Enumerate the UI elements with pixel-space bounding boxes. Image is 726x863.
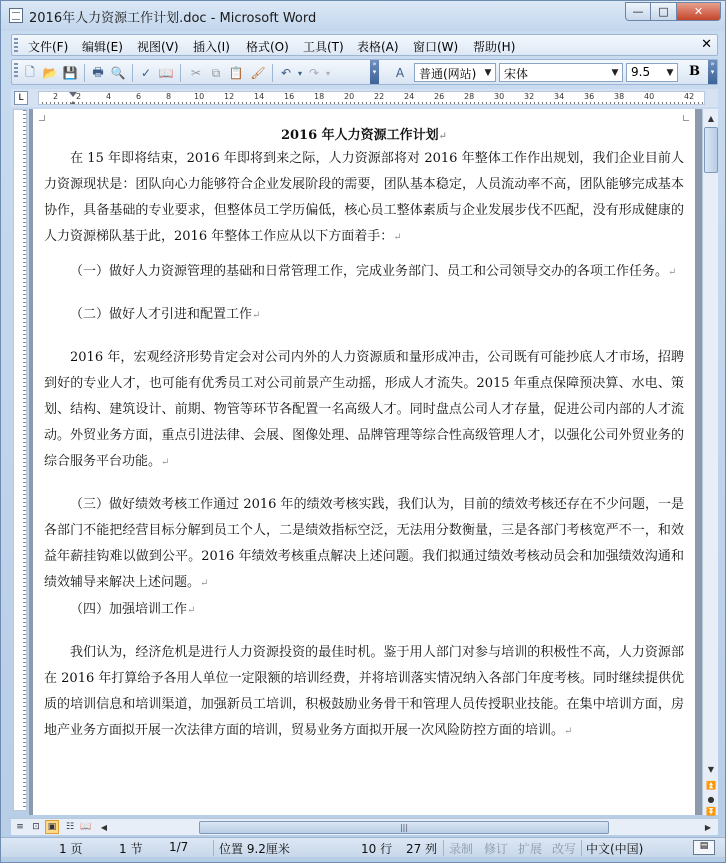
print-preview-icon[interactable]: 🔍 — [110, 66, 126, 80]
undo-dropdown-icon[interactable]: ▾ — [297, 68, 302, 78]
formatting-toolbar — [11, 59, 718, 85]
status-column: 27 列 — [406, 842, 438, 856]
menu-insert[interactable]: 插入(I) — [193, 40, 230, 54]
paragraph — [44, 492, 684, 597]
toolbar-separator — [180, 64, 181, 82]
styles-icon[interactable]: A — [395, 66, 405, 80]
ruler-number: 22 — [374, 92, 385, 101]
window-controls — [625, 2, 721, 21]
status-extend[interactable]: 扩展 — [518, 842, 543, 856]
toolbar-options-icon[interactable]: » ▾ — [708, 60, 717, 84]
paragraph-mark: ↵ — [187, 605, 196, 616]
ruler-number: 4 — [106, 92, 112, 101]
vertical-ruler[interactable] — [13, 109, 27, 811]
ruler-number: 42 — [684, 92, 695, 101]
menu-file[interactable]: 文件(F) — [28, 40, 69, 54]
scroll-down-icon[interactable]: ▼ — [707, 764, 715, 774]
copy-icon[interactable]: ⧉ — [211, 65, 221, 80]
paragraph — [44, 640, 684, 745]
status-record[interactable]: 录制 — [449, 842, 474, 856]
paragraph — [44, 146, 684, 251]
status-page-of: 1/7 — [169, 840, 189, 854]
document-close-button[interactable]: ✕ — [701, 37, 712, 52]
paragraph-mark: ↵ — [668, 267, 677, 278]
paragraph-text: （二）做好人才引进和配置工作 — [70, 307, 253, 322]
ruler-number: 20 — [344, 92, 355, 101]
scroll-left-icon[interactable]: ◀ — [100, 822, 108, 832]
document-icon — [9, 8, 23, 23]
ruler-number: 30 — [494, 92, 505, 101]
cut-icon[interactable]: ✂ — [190, 66, 202, 80]
ruler-number: 34 — [554, 92, 565, 101]
ruler-number: 8 — [166, 92, 172, 101]
ruler-number: 10 — [194, 92, 205, 101]
ruler-number: 36 — [584, 92, 595, 101]
new-icon[interactable]: 🗋 — [25, 64, 35, 79]
menu-edit[interactable]: 编辑(E) — [82, 40, 123, 54]
paragraph-mark: ↵ — [252, 310, 261, 321]
paragraph-text: 我们认为，经济危机是进行人力资源投资的最佳时机。鉴于用人部门对参与培训的积极性不高，人力资源部在 2016 年打算给予各用人单位一定限额的培训经费，并将培训落实情况纳入各部门年度考核。同时继续提供优质的培训信息和培训渠道，加强新员工培训，积极鼓励业务骨干和管理人员传授职业技能。在集中培训方面，房地产业务方面拟开展一次法律方面的培训，贸易业务方面拟开展一次风险防控方面的培训。 — [44, 645, 684, 738]
redo-dropdown-icon[interactable]: ▾ — [325, 68, 330, 78]
ruler-number: 26 — [434, 92, 445, 101]
ruler-number: 40 — [644, 92, 655, 101]
maximize-button[interactable]: □ — [651, 2, 677, 21]
font-value: 宋体 — [504, 67, 529, 81]
status-position: 位置 9.2厘米 — [219, 842, 290, 856]
previous-page-icon[interactable]: ⏫ — [706, 780, 716, 790]
ruler-number: 18 — [314, 92, 325, 101]
paragraph — [44, 302, 684, 329]
document-area — [29, 109, 702, 815]
chevron-down-icon[interactable]: ▼ — [666, 67, 674, 78]
menu-format[interactable]: 格式(O) — [246, 40, 289, 54]
normal-view-icon[interactable]: ≡ — [16, 822, 24, 832]
spelling-icon[interactable]: ✓ — [140, 66, 152, 80]
format-painter-icon[interactable]: 🖌 — [250, 66, 266, 80]
spelling-status-icon[interactable]: ▤ — [693, 840, 715, 855]
paragraph-mark: ↵ — [564, 726, 573, 737]
vertical-scrollbar[interactable] — [702, 109, 718, 815]
chevron-down-icon[interactable]: ▼ — [484, 67, 492, 78]
ruler-number: 12 — [224, 92, 235, 101]
font-size-combo[interactable] — [626, 63, 678, 82]
document-title-text: 2016 年人力资源工作计划 — [280, 128, 439, 143]
status-separator — [213, 840, 214, 856]
ruler-number: 14 — [254, 92, 265, 101]
paragraph — [44, 259, 684, 286]
outline-view-icon[interactable]: ☷ — [65, 822, 75, 832]
paragraph-mark: ↵ — [438, 131, 448, 142]
paragraph-text: （一）做好人力资源管理的基础和日常管理工作，完成业务部门、员工和公司领导交办的各项工作任务。 — [70, 264, 669, 279]
scroll-up-icon[interactable]: ▲ — [707, 113, 715, 123]
horizontal-scroll-row — [11, 818, 718, 835]
page-corner-mark — [39, 115, 45, 121]
title-bar[interactable] — [1, 1, 725, 31]
toolbar-options-icon[interactable]: » ▾ — [370, 60, 379, 84]
redo-icon[interactable]: ↷ — [308, 66, 320, 80]
status-separator — [443, 840, 444, 856]
document-page[interactable] — [33, 109, 695, 815]
menu-help[interactable]: 帮助(H) — [473, 40, 516, 54]
menu-tools[interactable]: 工具(T) — [303, 40, 344, 54]
ruler-number: 32 — [524, 92, 535, 101]
paragraph-mark: ↵ — [393, 232, 402, 243]
toolbar-separator — [84, 64, 85, 82]
menu-grip-icon[interactable] — [14, 38, 18, 52]
close-button[interactable]: ✕ — [677, 2, 721, 21]
paragraph — [44, 345, 684, 476]
style-combo[interactable] — [414, 63, 496, 82]
web-layout-view-icon[interactable]: ⊡ — [32, 822, 40, 832]
next-page-icon[interactable]: ⏬ — [706, 806, 716, 816]
print-layout-view-icon[interactable]: ▣ — [45, 820, 59, 834]
status-separator — [581, 840, 582, 856]
select-browse-object-icon[interactable]: ● — [707, 794, 715, 804]
print-icon[interactable]: 🖶 — [92, 64, 104, 79]
scroll-right-icon[interactable]: ▶ — [704, 822, 712, 832]
ruler-number: 2 — [76, 92, 82, 101]
status-bar — [1, 837, 725, 857]
horizontal-ruler-area — [11, 89, 718, 107]
paragraph-text: 在 15 年即将结束，2016 年即将到来之际，人力资源部将对 2016 年整体工作作出规划，我们企业目前人力资源现状是：团队向心力能够符合企业发展阶段的需要，团队基本稳定，人员流动率不高，团队能够完成基本协作，具备基础的专业要求，但整体员工学历偏低，核心员工整体素质与企业发展步伐不匹配，没有形成健康的人力资源梯队基于此，2016 年整体工作应从以下方面着手： — [44, 151, 684, 244]
paragraph-text: 2016 年，宏观经济形势肯定会对公司内外的人力资源质和量形成冲击，公司既有可能抄底人才市场，招聘到好的专业人才，也可能有优秀员工对公司前景产生动摇，形成人才流失。2015 年重点保障预决算、水电、策划、结构、建筑设计、前期、物管等环节各配置一名高级人才。同时盘点公司人才存量，促进公司内部的人才流动。外贸业务方面，重点引进法律、会展、图像处理、品牌管理等综合性高级管理人才，以强化公司外贸业务的综合服务平台功能。 — [44, 350, 684, 469]
font-size-value: 9.5 — [631, 65, 651, 79]
status-track-changes[interactable]: 修订 — [484, 842, 509, 856]
horizontal-ruler[interactable] — [38, 91, 705, 105]
font-combo[interactable] — [499, 63, 623, 82]
menu-table[interactable]: 表格(A) — [357, 40, 399, 54]
ruler-number: 24 — [404, 92, 415, 101]
ruler-number: 38 — [614, 92, 625, 101]
horizontal-scroll-thumb[interactable]: ||| — [199, 821, 609, 834]
menu-view[interactable]: 视图(V) — [137, 40, 179, 54]
paragraph-text: （三）做好绩效考核工作通过 2016 年的绩效考核实践，我们认为，目前的绩效考核还存在不少问题，一是各部门不能把经营目标分解到员工个人，二是绩效指标空泛，无法用分数衡量，三是各部门考核宽严不一，和效益年薪挂钩难以做到公平。2016 年绩效考核重点解决上述问题。我们拟通过绩效考核动员会和加强绩效沟通和绩效辅导来解决上述问题。 — [44, 497, 684, 590]
tab-selector[interactable]: L — [14, 91, 28, 105]
document-content[interactable] — [44, 126, 684, 745]
ruler-number: 16 — [284, 92, 295, 101]
ruler-number: 28 — [464, 92, 475, 101]
status-overtype[interactable]: 改写 — [552, 842, 577, 856]
toolbar-separator — [132, 64, 133, 82]
toolbar-separator — [272, 64, 273, 82]
page-corner-mark — [683, 115, 689, 121]
document-title — [44, 126, 684, 146]
window-title: 2016年人力资源工作计划.doc - Microsoft Word — [29, 11, 317, 26]
status-section: 1 节 — [119, 842, 143, 856]
toolbar-grip-icon[interactable] — [14, 63, 18, 77]
undo-icon[interactable]: ↶ — [280, 66, 292, 80]
paste-icon[interactable]: 📋 — [228, 66, 244, 80]
chevron-down-icon[interactable]: ▼ — [611, 67, 619, 78]
menu-window[interactable]: 窗口(W) — [413, 40, 459, 54]
paragraph-text: （四）加强培训工作 — [70, 602, 188, 617]
reading-layout-view-icon[interactable]: 📖 — [80, 822, 92, 832]
status-language: 中文(中国) — [586, 842, 644, 856]
ruler-number: 6 — [136, 92, 142, 101]
ruler-number: 2 — [53, 92, 59, 101]
minimize-button[interactable]: — — [625, 2, 651, 21]
open-icon[interactable]: 📂 — [42, 66, 58, 80]
save-icon[interactable]: 💾 — [62, 66, 78, 80]
bold-button[interactable]: B — [689, 64, 700, 79]
paragraph-mark: ↵ — [200, 578, 209, 589]
paragraph — [44, 597, 684, 624]
paragraph-mark: ↵ — [161, 457, 170, 468]
research-icon[interactable]: 📖 — [158, 66, 174, 80]
vertical-scroll-thumb[interactable] — [704, 127, 718, 173]
status-line: 10 行 — [361, 842, 393, 856]
menu-bar — [11, 34, 718, 56]
status-page: 1 页 — [59, 842, 83, 856]
style-value: 普通(网站) — [419, 67, 477, 81]
